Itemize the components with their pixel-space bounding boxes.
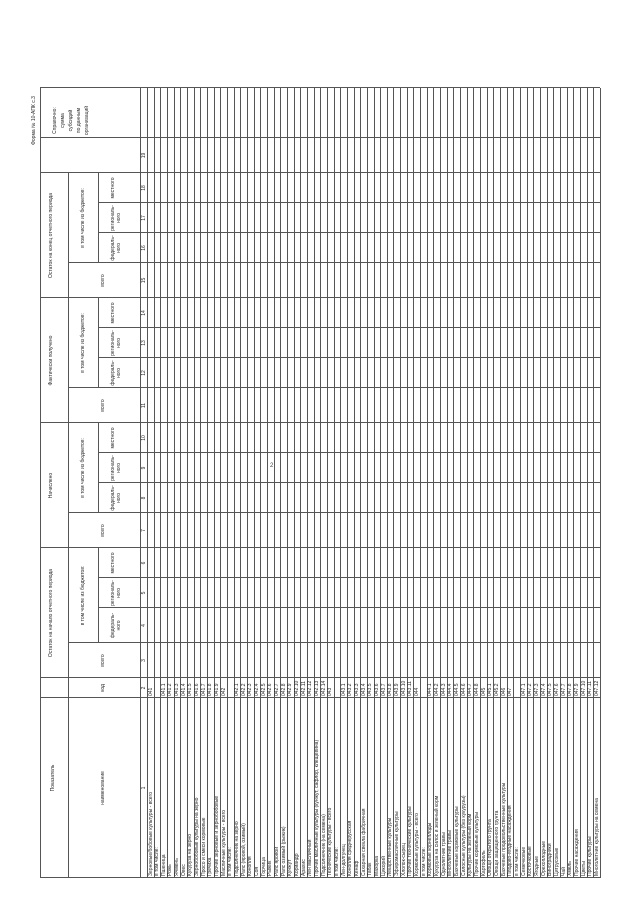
row-line — [300, 88, 301, 878]
column-line — [98, 202, 600, 203]
local-header: местного — [110, 427, 116, 449]
row-name: Семечковые — [520, 846, 527, 876]
row-line — [220, 88, 221, 878]
row-line — [527, 88, 528, 878]
row-code: 042.13 — [314, 680, 321, 696]
row-code: 042.8 — [280, 683, 287, 696]
row-name: Хлопок-сырец — [400, 843, 407, 876]
row-name: Конопля — [247, 856, 254, 876]
form-id-line: субсидий — [68, 109, 74, 132]
row-code: 041.3 — [174, 683, 181, 696]
row-name: Бахчевые кормовые культуры — [453, 806, 460, 876]
row-line — [440, 88, 441, 878]
group-header-2: Фактически получено — [48, 335, 54, 386]
row-name: Прочие культуры — [587, 836, 594, 876]
row-code: 041.8 — [207, 683, 214, 696]
row-code: 044.3 — [440, 683, 447, 696]
row-code: 043.11 — [407, 681, 414, 696]
column-line — [98, 607, 600, 608]
row-code: 045.2 — [493, 683, 500, 696]
row-line — [387, 88, 388, 878]
row-name: в том числе: — [227, 847, 234, 876]
row-name: Кукуруза на силос и зеленый корм — [433, 795, 440, 876]
row-code: 044.6 — [460, 683, 467, 696]
local-header: местного — [110, 177, 116, 199]
group-header-line — [68, 173, 69, 298]
row-line — [560, 88, 561, 878]
column-number: 2 — [140, 686, 147, 690]
row-code: 041.2 — [167, 683, 174, 696]
row-line — [493, 88, 494, 878]
row-name: Орехоплодные — [540, 841, 547, 876]
row-line — [587, 88, 588, 878]
row-code: 042.14 — [320, 680, 327, 696]
row-name: Бахчевые продовольственные культуры — [500, 782, 507, 876]
row-code: 041.4 — [180, 683, 187, 696]
row-code: 041.6 — [194, 683, 201, 696]
row-name: Конопля среднерусская — [347, 820, 354, 876]
row-code: 041 — [147, 687, 154, 696]
row-line — [254, 88, 255, 878]
column-number: 17 — [140, 215, 147, 221]
of-which-line — [98, 423, 99, 513]
row-code: 043.5 — [367, 683, 374, 696]
row-code: 042.7 — [274, 683, 281, 696]
row-name: Культуры на зеленый корм — [467, 813, 474, 876]
row-code: 042.3 — [247, 683, 254, 696]
row-name: Картофель — [480, 850, 487, 876]
row-line — [360, 88, 361, 878]
row-code: 044.8 — [473, 683, 480, 696]
row-line — [227, 88, 228, 878]
column-line — [98, 232, 600, 233]
row-code: 047.1 — [520, 683, 527, 696]
row-name: Лекарственные культуры — [387, 817, 394, 876]
row-code: 042.2 — [240, 683, 247, 696]
row-name: Чай — [560, 867, 567, 876]
local-header: местного — [110, 552, 116, 574]
row-line — [427, 88, 428, 878]
column-line — [68, 642, 600, 643]
column-number: 7 — [140, 529, 147, 532]
row-name: в том числе: — [513, 847, 520, 876]
row-line — [547, 88, 548, 878]
row-name: Прочие насаждения — [573, 829, 580, 876]
row-code: 047.4 — [540, 683, 547, 696]
column-line — [40, 547, 600, 548]
row-line — [580, 88, 581, 878]
group-header-line — [68, 548, 69, 678]
row-line — [420, 88, 421, 878]
row-line — [174, 88, 175, 878]
column-line — [40, 137, 600, 138]
column-number: 9 — [140, 466, 147, 470]
row-name: Овощи защищенного грунта — [493, 810, 500, 876]
row-code: 047.10 — [580, 680, 587, 696]
row-line — [160, 88, 161, 878]
row-line — [347, 88, 348, 878]
column-number: 16 — [140, 245, 147, 251]
name-header: наименование — [100, 771, 106, 805]
column-number: 1 — [140, 786, 147, 790]
row-name: Арахис — [300, 859, 307, 876]
row-name: Ячмень — [174, 858, 181, 876]
row-code: 047.6 — [553, 683, 560, 696]
column-line — [40, 87, 600, 88]
row-code: 044.4 — [447, 683, 454, 696]
of-which-header: в том числе из бюджетов: — [80, 565, 86, 626]
row-line — [487, 88, 488, 878]
row-line — [460, 88, 461, 878]
row-line — [187, 88, 188, 878]
row-name: Махорка — [374, 855, 380, 876]
row-line — [367, 88, 368, 878]
row-line — [600, 88, 601, 878]
row-code: 044.1 — [427, 683, 434, 696]
row-code: 042.11 — [300, 681, 307, 696]
row-name: Рыжик — [267, 860, 274, 876]
group-header-0: Остаток на начало отчетного периода — [48, 568, 54, 658]
form-id-line: сумма — [60, 113, 66, 128]
row-line — [154, 88, 155, 878]
row-code: 046 — [500, 687, 507, 696]
row-line — [334, 88, 335, 878]
row-name: Кенаф — [354, 860, 360, 876]
row-name: в том числе: — [334, 847, 341, 876]
row-name: Сахарная свекла фабричная — [360, 808, 367, 876]
row-line — [473, 88, 474, 878]
form-id-line: Форма № 10-АПК с.3 — [31, 96, 37, 145]
row-name: Табак — [367, 862, 374, 876]
row-line — [467, 88, 468, 878]
row-name: Силосные культуры (без кукурузы) — [460, 795, 467, 876]
row-name: Рожь — [167, 864, 174, 876]
column-number: 8 — [140, 496, 147, 500]
row-code: 041.9 — [214, 683, 221, 696]
row-code: 047.11 — [587, 681, 594, 696]
form-id-line: организаций — [84, 105, 90, 136]
row-line — [407, 88, 408, 878]
row-name: в том числе: — [420, 847, 427, 876]
row-code: 043.8 — [387, 683, 394, 696]
row-code: 043 — [327, 687, 334, 696]
federal-header: федераль-ного — [110, 612, 122, 639]
row-code: 041.5 — [187, 683, 194, 696]
row-name: Цикорий — [380, 856, 387, 876]
row-code: 045 — [480, 687, 487, 696]
group-header-3: Остаток на конец отчетного периода — [48, 193, 54, 278]
column-line — [40, 697, 600, 698]
row-line — [567, 88, 568, 878]
regional-header: региональ-ного — [110, 580, 122, 606]
indicator-group-header: Показатель — [50, 764, 56, 792]
row-name: Цитрусовые — [553, 847, 560, 876]
row-line — [214, 88, 215, 878]
federal-header: федераль-ного — [110, 235, 122, 261]
row-line — [180, 88, 181, 878]
row-code: 047.3 — [533, 683, 540, 696]
row-name: Рапс (яровой, озимый) — [240, 823, 247, 876]
row-code: 047.5 — [547, 683, 554, 696]
row-line — [274, 88, 275, 878]
row-line — [307, 88, 308, 878]
row-code: 043.6 — [374, 683, 380, 696]
federal-header: федераль-ного — [110, 485, 122, 511]
row-line — [260, 88, 261, 878]
row-line — [393, 88, 394, 878]
row-name: Кукуруза на зерно — [187, 833, 194, 876]
column-number: 10 — [140, 435, 147, 441]
column-line — [40, 422, 600, 423]
row-name: Многолетние травы — [447, 830, 454, 876]
row-line — [240, 88, 241, 878]
row-line — [374, 88, 375, 878]
form-id-line: Справочно: — [52, 107, 58, 134]
row-name: Зерновые/бобовые культуры - всего — [147, 791, 154, 876]
table-border-top — [40, 88, 41, 878]
column-line — [40, 172, 600, 173]
row-line — [507, 88, 508, 878]
column-number: 18 — [140, 185, 147, 191]
row-line — [453, 88, 454, 878]
row-code: 042.10 — [294, 680, 301, 696]
total-header: всего — [100, 524, 106, 537]
row-line — [553, 88, 554, 878]
row-line — [433, 88, 434, 878]
row-name: Многолетние культуры на семена — [593, 798, 600, 876]
row-line — [287, 88, 288, 878]
row-code: 042.12 — [307, 680, 314, 696]
row-line — [400, 88, 401, 878]
total-header: всего — [100, 399, 106, 412]
row-code: 044 — [413, 687, 420, 696]
row-code: 047 — [507, 687, 514, 696]
column-line — [98, 482, 600, 483]
row-code: 043.4 — [360, 683, 367, 696]
column-number: 14 — [140, 310, 147, 316]
row-code: 045.1 — [487, 683, 494, 696]
row-line — [280, 88, 281, 878]
row-name: Просо и смеси кормовые — [200, 817, 207, 876]
total-header: всего — [100, 274, 106, 287]
row-code: 042.4 — [254, 683, 261, 696]
row-name: Плодово-ягодные насаждения — [507, 805, 514, 876]
row-code: 044.5 — [453, 683, 460, 696]
row-line — [380, 88, 381, 878]
row-code: 047.8 — [567, 683, 574, 696]
row-name: Ягодные — [533, 855, 540, 876]
of-which-line — [98, 548, 99, 643]
column-number: 12 — [140, 370, 147, 376]
row-code: 042.6 — [267, 683, 274, 696]
row-line — [267, 88, 268, 878]
row-line — [320, 88, 321, 878]
row-line — [354, 88, 355, 878]
column-line — [68, 512, 600, 513]
row-name: в том числе: — [154, 847, 161, 876]
row-name: Горчица — [260, 857, 267, 876]
row-name: Однолетние травы — [440, 832, 447, 876]
row-name: Пшеница — [160, 854, 167, 876]
of-which-line — [98, 173, 99, 263]
row-name: Овес — [180, 864, 187, 876]
row-line — [167, 88, 168, 878]
row-line — [200, 88, 201, 878]
row-code: 041.7 — [200, 683, 207, 696]
row-name: Прочие технические культуры — [407, 806, 414, 876]
row-name: Подсолнечник на зерно — [234, 821, 241, 876]
regional-header: региональ-ного — [110, 455, 122, 481]
column-numbers-line — [147, 88, 148, 878]
row-name: Масличные культуры - всего — [220, 809, 227, 876]
row-line — [593, 88, 594, 878]
row-name: Лен-долгунец — [340, 844, 347, 876]
row-line — [573, 88, 574, 878]
row-code: 047.9 — [573, 683, 580, 696]
row-name: Подсолнечник (на семена) — [320, 814, 327, 876]
row-code: 043.2 — [347, 683, 354, 696]
row-line — [294, 88, 295, 878]
row-code: 042.5 — [260, 683, 267, 696]
row-line — [533, 88, 534, 878]
column-line — [40, 297, 600, 298]
column-number: 6 — [140, 561, 147, 565]
row-code: 042 — [220, 687, 227, 696]
of-which-header: в том числе из бюджетов: — [80, 313, 86, 373]
row-line — [327, 88, 328, 878]
column-number: 3 — [140, 659, 147, 662]
column-number: 5 — [140, 591, 147, 595]
column-line — [40, 877, 600, 878]
row-code: 043.9 — [393, 683, 400, 696]
report-form-sheet — [31, 28, 600, 878]
local-header: местного — [110, 302, 116, 324]
row-name: Кунжут — [287, 859, 294, 876]
of-which-header: в том числе из бюджетов: — [80, 188, 86, 248]
row-name: Прочие масличные культуры (кунжут, сафлор, клещевина) — [314, 739, 321, 876]
row-code: 043.7 — [380, 683, 387, 696]
row-name: Виноградники — [547, 843, 554, 876]
regional-header: региональ-ного — [110, 330, 122, 356]
row-line — [500, 88, 501, 878]
row-code: 043.1 — [340, 683, 347, 696]
row-name: Эфиромасличные культуры — [393, 811, 400, 876]
row-line — [194, 88, 195, 878]
group-header-1: Начислено — [48, 472, 54, 499]
row-name: Кормовые корнеплоды — [427, 822, 434, 876]
row-line — [340, 88, 341, 878]
group-header-line — [68, 423, 69, 548]
column-line — [98, 577, 600, 578]
row-line — [540, 88, 541, 878]
column-line — [40, 677, 600, 678]
column-line — [98, 327, 600, 328]
row-line — [413, 88, 414, 878]
column-number: 4 — [140, 624, 147, 627]
row-name: Рапс озимый (рыжик) — [280, 826, 287, 876]
row-line — [513, 88, 514, 878]
row-name: Рапс яровой — [274, 847, 281, 876]
row-code: 041.1 — [160, 683, 167, 696]
column-line — [68, 262, 600, 263]
row-name: Соя — [254, 866, 261, 876]
row-code: 047.2 — [527, 683, 534, 696]
row-code: 044.2 — [433, 683, 440, 696]
row-code: 042.1 — [234, 683, 241, 696]
row-line — [207, 88, 208, 878]
regional-header: региональ-ного — [110, 205, 122, 231]
row-name: Цветы — [580, 861, 587, 876]
row-line — [480, 88, 481, 878]
row-name: Прочие зерновые и зернобобовые — [214, 795, 221, 876]
row-name: Прочие кормовые культуры — [473, 812, 480, 876]
of-which-line — [98, 298, 99, 388]
column-line — [98, 452, 600, 453]
row-code: 042.9 — [287, 683, 294, 696]
row-code: 047.7 — [560, 683, 567, 696]
column-line — [98, 357, 600, 358]
row-name: Кормовые культуры - всего — [413, 813, 420, 876]
code-header: код — [100, 684, 106, 692]
row-code: 043.10 — [400, 680, 407, 696]
indicator-header-line — [68, 678, 69, 878]
row-name: Зернобобовые культуры на зерно — [194, 797, 201, 876]
of-which-header: в том числе из бюджетов: — [80, 438, 86, 498]
row-name: Гречиха — [207, 857, 214, 876]
row-code: 043.3 — [354, 683, 360, 696]
page-number: 2 — [270, 463, 274, 469]
row-name: Косточковые — [527, 846, 534, 876]
row-name: Лен масличный — [307, 839, 314, 876]
column-number: 13 — [140, 340, 147, 346]
total-header: всего — [100, 654, 106, 667]
row-name: Овощи открытого грунта — [487, 819, 494, 876]
row-line — [234, 88, 235, 878]
row-code: 044.7 — [467, 683, 474, 696]
row-name: Технические культуры - всего — [327, 807, 334, 876]
federal-header: федераль-ного — [110, 360, 122, 386]
column-number: 15 — [140, 277, 147, 284]
column-number: 11 — [140, 402, 147, 409]
row-name: Хмель — [567, 861, 574, 876]
column-line — [68, 387, 600, 388]
row-line — [247, 88, 248, 878]
row-line — [520, 88, 521, 878]
group-header-line — [68, 298, 69, 423]
row-name: Кориандр — [294, 853, 301, 876]
row-line — [447, 88, 448, 878]
row-code: 047.12 — [593, 680, 600, 696]
form-id-line: по данным — [76, 107, 82, 134]
column-number: 19 — [140, 152, 147, 159]
